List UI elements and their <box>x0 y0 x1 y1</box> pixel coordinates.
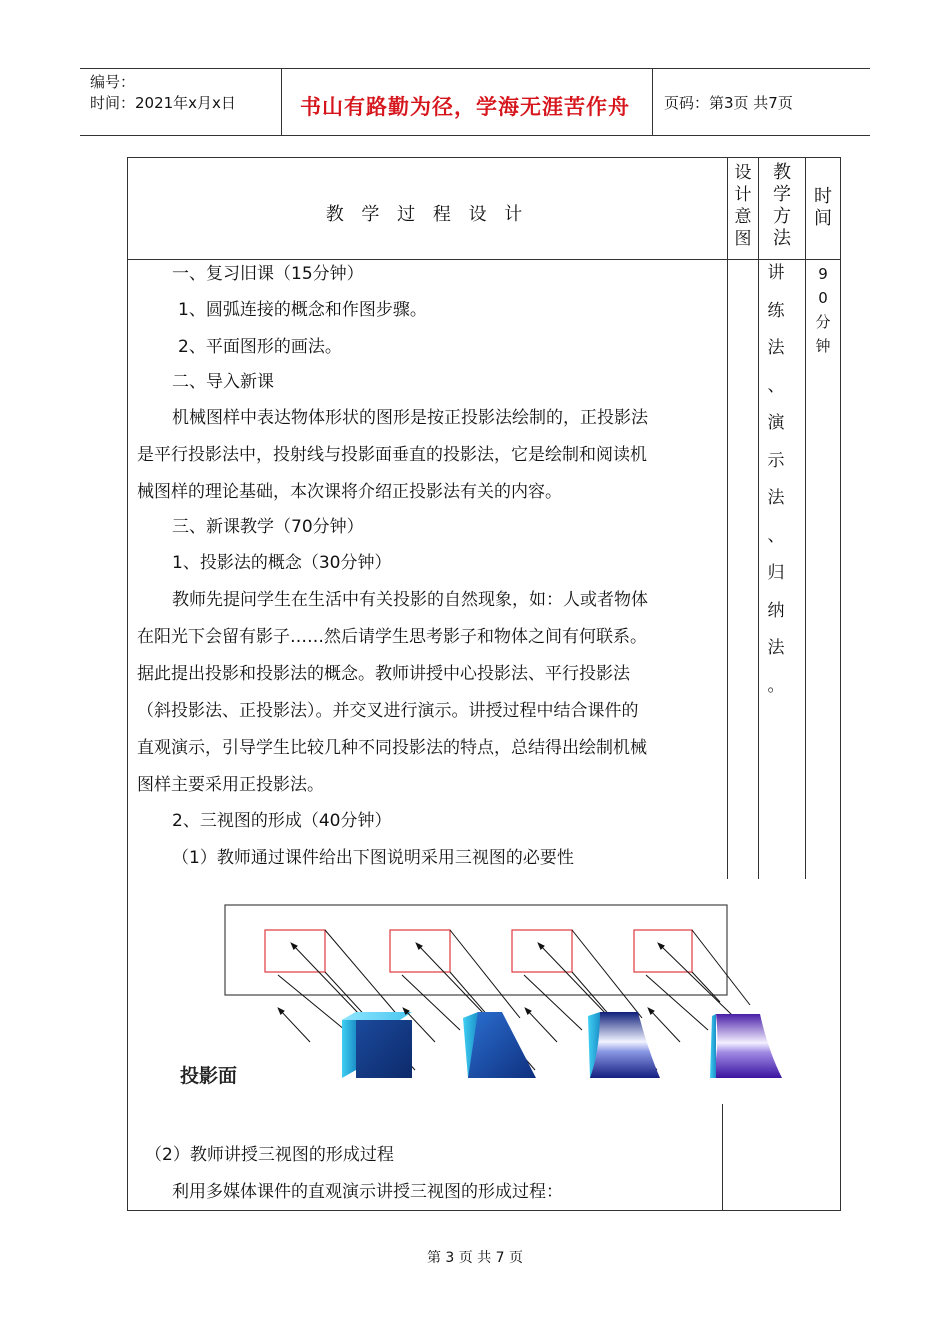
three-views-paragraph: 利用多媒体课件的直观演示讲授三视图的形成过程： <box>172 1182 563 1202</box>
section-new-lesson: 三、新课教学（70分钟） <box>172 517 364 537</box>
section-intro: 二、导入新课 <box>172 372 274 392</box>
subsection-three-views: 2、三视图的形成（40分钟） <box>172 811 392 831</box>
page-footer: 第 3 页 共 7 页 <box>426 1250 524 1266</box>
three-views-item-1: （1）教师通过课件给出下图说明采用三视图的必要性 <box>172 848 574 868</box>
three-views-item-2: （2）教师讲授三视图的形成过程 <box>145 1145 394 1165</box>
projection-unit-curved-blue <box>512 930 660 1078</box>
projection-paragraph-line-1: 教师先提问学生在生活中有关投影的自然现象，如：人或者物体 <box>172 590 648 610</box>
projection-unit-curved-purple <box>634 930 782 1078</box>
header-motto: 书山有路勤为径，学海无涯苦作舟 <box>300 95 630 119</box>
projection-figure <box>160 890 800 1105</box>
subsection-projection: 1、投影法的概念（30分钟） <box>172 553 392 573</box>
teaching-method-text: 讲 练 法 、 演 示 法 、 归 纳 法 。 <box>767 263 785 696</box>
time-header: 时 间 <box>814 186 832 229</box>
projection-paragraph-line-6: 图样主要采用正投影法。 <box>137 775 324 795</box>
intro-paragraph-line-1: 机械图样中表达物体形状的图形是按正投影法绘制的，正投影法 <box>172 408 648 428</box>
projection-paragraph-line-4: （斜投影法、正投影法）。并交叉进行演示。讲授过程中结合课件的 <box>137 701 639 721</box>
projection-paragraph-line-3: 据此提出投影和投影法的概念。教师讲授中心投影法、平行投影法 <box>137 664 630 684</box>
review-item-1: 1、圆弧连接的概念和作图步骤。 <box>178 300 427 320</box>
projection-unit-cube <box>265 930 415 1078</box>
intro-paragraph-line-3: 械图样的理论基础，本次课将介绍正投影法有关的内容。 <box>137 482 562 502</box>
projection-plane-label: 投影面 <box>180 1065 238 1087</box>
design-intent-header: 设 计 意 图 <box>734 163 752 249</box>
document-number-label: 编号： <box>90 73 136 91</box>
table-title: 教 学 过 程 设 计 <box>325 204 529 225</box>
projection-paragraph-line-2: 在阳光下会留有影子……然后请学生思考影子和物体之间有何联系。 <box>137 627 647 647</box>
page-code: 页码：第3页 共7页 <box>664 94 793 112</box>
review-item-2: 2、平面图形的画法。 <box>178 337 342 357</box>
time-text: 9 0 分 钟 <box>815 265 831 355</box>
section-review: 一、复习旧课（15分钟） <box>172 264 364 284</box>
projection-paragraph-line-5: 直观演示，引导学生比较几种不同投影法的特点，总结得出绘制机械 <box>137 738 647 758</box>
document-date: 时间：2021年x月x日 <box>90 94 236 112</box>
teaching-method-header: 教 学 方 法 <box>773 162 791 249</box>
intro-paragraph-line-2: 是平行投影法中，投射线与投影面垂直的投影法，它是绘制和阅读机 <box>137 445 647 465</box>
